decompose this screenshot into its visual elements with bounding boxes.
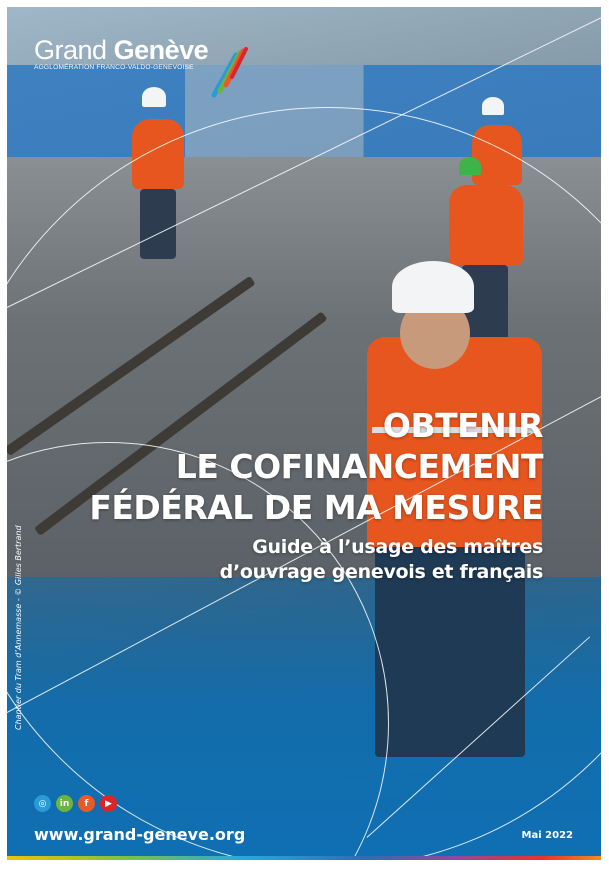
publication-date: Mai 2022	[521, 830, 573, 841]
website-link[interactable]: www.grand-geneve.org	[34, 825, 246, 844]
facebook-icon[interactable]: f	[78, 795, 95, 812]
youtube-icon[interactable]: ▶	[100, 795, 117, 812]
title-line-1: OBTENIR	[382, 406, 543, 445]
subtitle-line-2: d’ouvrage genevois et français	[219, 561, 543, 583]
social-links	[34, 795, 117, 812]
document-title	[89, 405, 543, 528]
photo-credit: Chantier du Tram d’Annemasse - © Gilles Bertrand	[14, 525, 23, 730]
grand-geneve-logo	[34, 35, 208, 71]
logo-swoosh-icon	[210, 41, 248, 101]
instagram-icon[interactable]: ◎	[34, 795, 51, 812]
title-line-3: FÉDÉRAL DE MA MESURE	[89, 488, 543, 527]
title-line-2: LE COFINANCEMENT	[175, 447, 543, 486]
brand-color-bar	[7, 856, 601, 860]
worker-helmet	[142, 87, 166, 107]
logo-name-bold: Genève	[113, 35, 209, 65]
cover-page	[7, 7, 601, 856]
linkedin-icon[interactable]: in	[56, 795, 73, 812]
subtitle-line-1: Guide à l’usage des maîtres	[252, 536, 543, 558]
worker-helmet	[482, 97, 504, 115]
logo-name-light: Grand	[34, 35, 107, 65]
document-subtitle	[220, 535, 543, 585]
logo-tagline: AGGLOMÉRATION FRANCO-VALDO-GENEVOISE	[34, 64, 194, 71]
